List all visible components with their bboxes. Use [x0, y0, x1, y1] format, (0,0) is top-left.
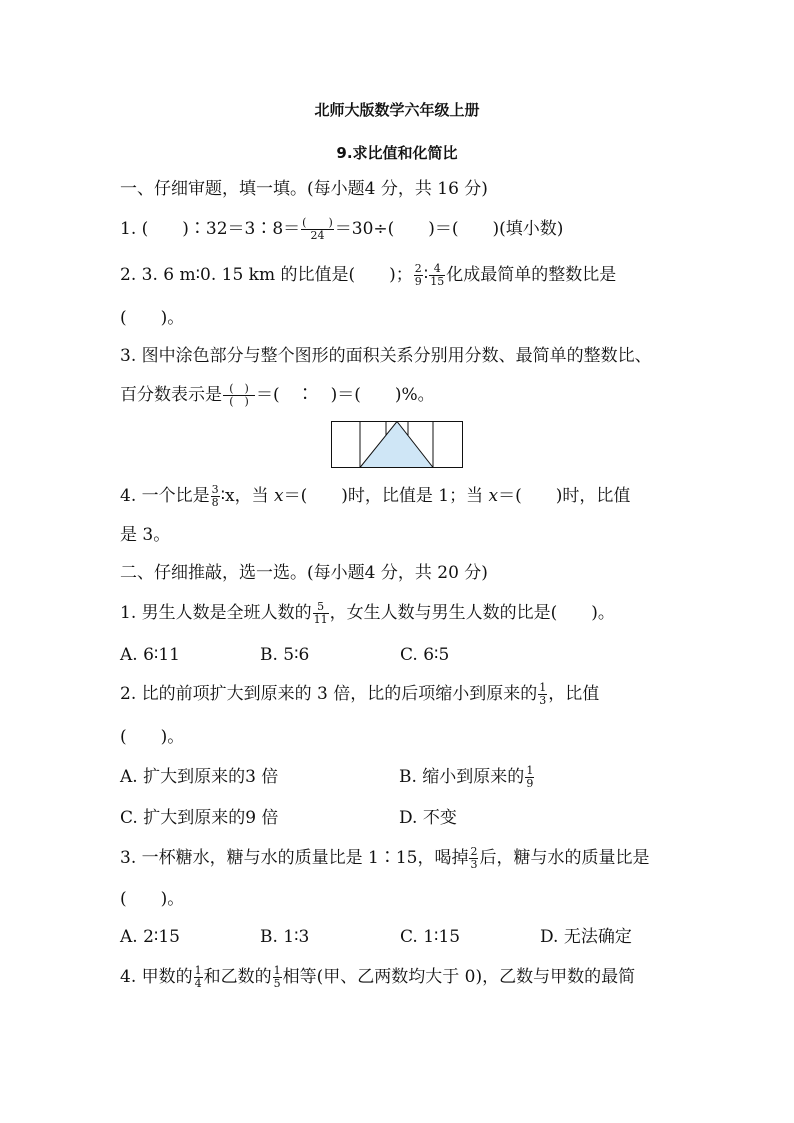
s2-q1-frac	[313, 601, 329, 626]
s1-q4-colon-x: ∶x	[220, 486, 235, 506]
s2-q1-option-b: B. 5∶6	[260, 645, 310, 665]
s1-q2-f1-den: 9	[414, 275, 422, 288]
s1-q3-line1: 3. 图中涂色部分与整个图形的面积关系分别用分数、最简单的整数比、	[120, 346, 652, 366]
s1-q1-frac-den: 24	[301, 229, 334, 242]
s1-q2-f2-num: 4	[433, 262, 441, 275]
s2-q2-optb-num: 1	[526, 764, 534, 777]
s1-q2-colon: ∶	[423, 265, 429, 285]
s2-q4-frac1	[194, 965, 203, 990]
s1-q3-frac-den: ( )	[223, 395, 255, 408]
page-subtitle: 9.求比值和化简比	[336, 144, 458, 162]
s2-q4-f1-den: 4	[194, 977, 202, 990]
s2-q1-f-num: 5	[317, 600, 325, 613]
s2-q2-optb-frac	[525, 765, 534, 790]
s2-q4	[120, 965, 635, 990]
s2-q2-line2: ( )。	[120, 727, 185, 747]
s2-q2-lead: 2. 比的前项扩大到原来的 3 倍，比的后项缩小到原来的	[120, 684, 538, 704]
s2-q4-f2-den: 5	[273, 977, 281, 990]
s1-q3-line2	[120, 383, 435, 408]
s2-q4-tail: 相等(甲、乙两数均大于 0)，乙数与甲数的最简	[282, 967, 636, 987]
s2-q2-option-c: C. 扩大到原来的9 倍	[120, 808, 279, 828]
s2-q1-tail: ，女生人数与男生人数的比是( )。	[329, 603, 615, 623]
s1-q4-line2: 是 3。	[120, 525, 171, 545]
s2-q3-option-c: C. 1∶15	[400, 927, 461, 947]
s1-q1	[120, 217, 563, 242]
s2-q1-option-a: A. 6∶11	[120, 645, 180, 665]
s2-q1	[120, 601, 615, 626]
s2-q3-f-den: 3	[470, 858, 478, 871]
s2-q4-f1-num: 1	[194, 964, 202, 977]
s2-q3-f-num: 2	[470, 845, 478, 858]
s1-q2	[120, 263, 616, 288]
section2-heading: 二、仔细推敲，选一选。(每小题4 分，共 20 分)	[120, 563, 488, 583]
s1-q2-f2-den: 15	[430, 275, 445, 288]
s1-q2-line2: ( )。	[120, 308, 185, 328]
s1-q4-f-den: 8	[211, 496, 219, 509]
s1-q4-lead: 4. 一个比是	[120, 486, 210, 506]
s2-q3-line2: ( )。	[120, 889, 185, 909]
s2-q3-tail: 后，糖与水的质量比是	[479, 848, 650, 868]
s2-q2-f-num: 1	[539, 681, 547, 694]
s2-q4-frac2	[273, 965, 282, 990]
s1-q2-tail: 化成最简单的整数比是	[446, 265, 617, 285]
s2-q2-option-a: A. 扩大到原来的3 倍	[120, 767, 279, 787]
s1-q1-fraction	[301, 217, 334, 242]
section1-heading: 一、仔细审题，填一填。(每小题4 分，共 16 分)	[120, 179, 488, 199]
s1-q3-fraction	[223, 383, 255, 408]
s2-q2-option-d: D. 不变	[399, 808, 457, 828]
s2-q4-lead: 4. 甲数的	[120, 967, 193, 987]
s2-q1-option-c: C. 6∶5	[400, 645, 450, 665]
s1-q1-frac-num: ( )	[302, 216, 333, 229]
s2-q1-lead: 1. 男生人数是全班人数的	[120, 603, 312, 623]
shaded-triangle-figure	[331, 421, 463, 469]
s1-q4-f-num: 3	[211, 483, 219, 496]
s1-q2-frac2	[429, 263, 445, 288]
s2-q2	[120, 682, 599, 707]
s1-q4	[120, 484, 630, 509]
s2-q2-optb-lead: B. 缩小到原来的	[399, 767, 525, 787]
s1-q4-frac	[211, 484, 220, 509]
s2-q2-option-b	[399, 765, 535, 790]
s2-q1-f-den: 11	[313, 613, 328, 626]
s1-q4-x1: x	[274, 486, 284, 506]
s1-q2-f1-num: 2	[414, 262, 422, 275]
s2-q2-tail: ，比值	[548, 684, 600, 704]
s2-q3-option-a: A. 2∶15	[120, 927, 180, 947]
s2-q3	[120, 846, 649, 871]
s1-q1-lead: 1. ( )∶32＝3∶8＝	[120, 219, 301, 239]
s1-q3-frac-num: ( )	[229, 382, 249, 395]
s1-q2-lead: 2. 3. 6 m∶0. 15 km 的比值是( )；	[120, 265, 413, 285]
s1-q1-tail: ＝30÷( )＝( )(填小数)	[334, 219, 564, 239]
s2-q3-frac	[469, 846, 478, 871]
s2-q3-option-b: B. 1∶3	[260, 927, 310, 947]
s1-q4-mid2: ＝( )时，比值是 1；当	[283, 486, 489, 506]
s1-q4-x2: x	[488, 486, 499, 506]
s2-q4-mid: 和乙数的	[203, 967, 272, 987]
s2-q3-lead: 3. 一杯糖水，糖与水的质量比是 1∶15，喝掉	[120, 848, 469, 868]
s1-q4-tail: ＝( )时，比值	[498, 486, 631, 506]
s1-q3-tail2: ＝( ∶ )＝( )%。	[256, 385, 435, 405]
s2-q2-optb-den: 9	[526, 777, 534, 790]
s2-q4-f2-num: 1	[273, 964, 281, 977]
s1-q2-frac1	[414, 263, 423, 288]
s1-q4-mid: ，当	[234, 486, 275, 506]
shaded-triangle	[360, 422, 433, 468]
s2-q2-f-den: 3	[539, 694, 547, 707]
s2-q2-frac	[538, 682, 547, 707]
s1-q3-lead2: 百分数表示是	[120, 385, 222, 405]
s2-q3-option-d: D. 无法确定	[540, 927, 632, 947]
page-title: 北师大版数学六年级上册	[314, 101, 480, 119]
